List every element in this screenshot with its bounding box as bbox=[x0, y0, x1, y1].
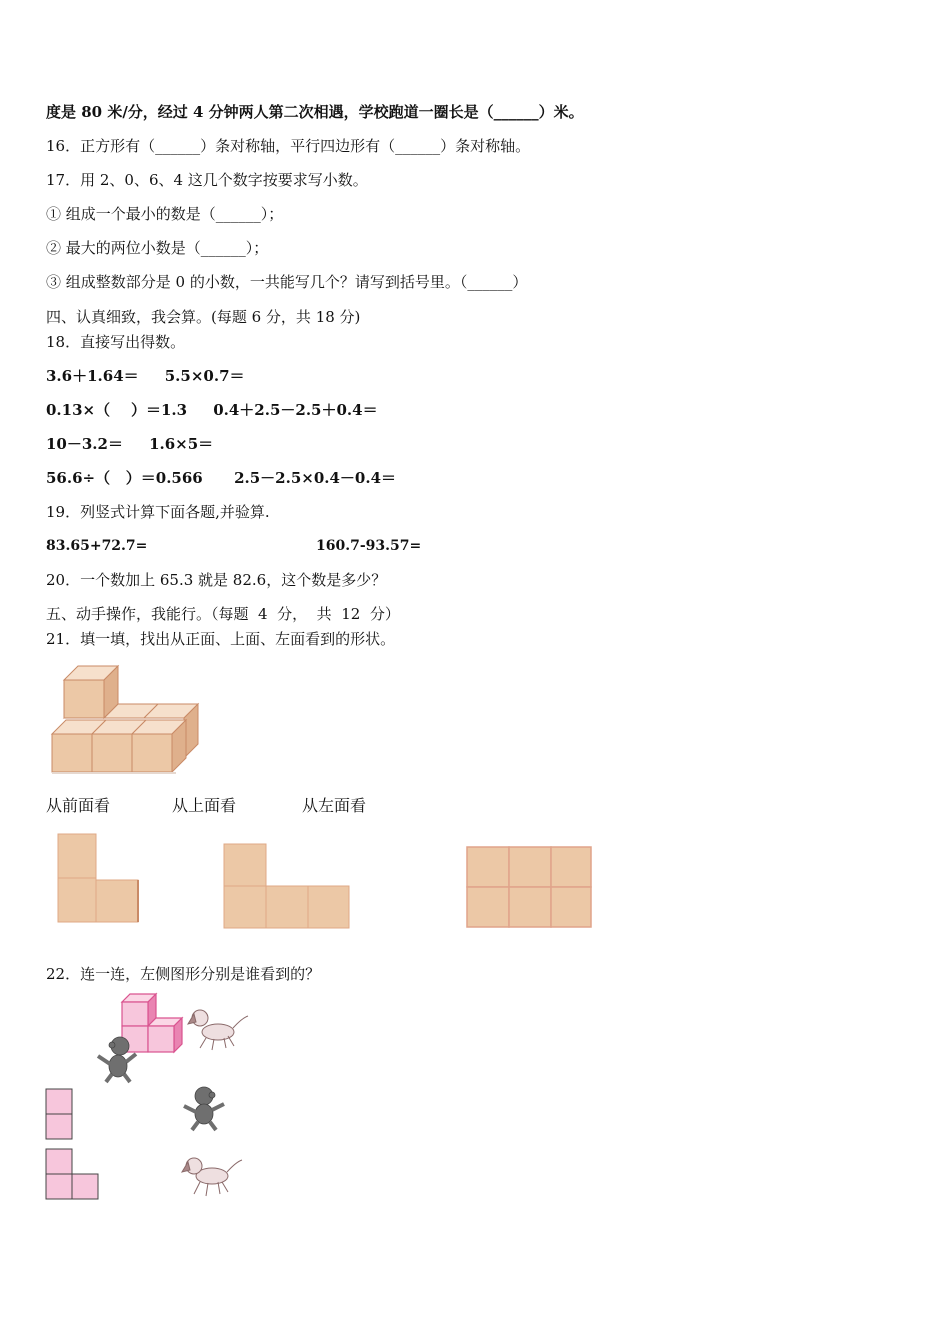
monkey-icon bbox=[178, 1084, 228, 1134]
label-front-view: 从前面看 bbox=[46, 796, 111, 815]
section-4-heading: 四、认真细致，我会算。(每题 6 分，共 18 分) bbox=[46, 308, 361, 326]
pink-cube-stack-figure bbox=[90, 994, 252, 1086]
question-17-part-3: ③ 组成整数部分是 0 的小数，一共能写几个？请写到括号里。（______） bbox=[46, 273, 528, 291]
section-5-heading: 五、动手操作，我能行。（每题 4 分， 共 12 分） bbox=[46, 605, 400, 623]
question-18-row-4: 56.6÷（ ）＝0.566 2.5－2.5×0.4－0.4＝ bbox=[46, 469, 397, 487]
question-18-row-3: 10－3.2＝ 1.6×5＝ bbox=[46, 435, 214, 453]
question-18: 18．直接写出得数。 bbox=[46, 333, 186, 351]
pink-view-shape-2 bbox=[45, 1148, 101, 1202]
view-shape-a bbox=[56, 832, 142, 926]
question-17-part-1: ① 组成一个最小的数是（______）； bbox=[46, 205, 284, 223]
question-22: 22．连一连，左侧图形分别是谁看到的？ bbox=[46, 965, 321, 983]
question-16: 16．正方形有（______）条对称轴，平行四边形有（______）条对称轴。 bbox=[46, 137, 531, 155]
question-17: 17．用 2、0、6、4 这几个数字按要求写小数。 bbox=[46, 171, 368, 189]
cube-stack-figure bbox=[48, 660, 208, 778]
question-19-b: 160.7-93.57= bbox=[316, 538, 422, 554]
question-20: 20．一个数加上 65.3 就是 82.6，这个数是多少？ bbox=[46, 571, 387, 589]
pink-view-shape-1 bbox=[45, 1088, 75, 1142]
question-19: 19．列竖式计算下面各题,并验算. bbox=[46, 503, 270, 521]
dog-icon bbox=[180, 1152, 244, 1198]
question-18-row-2: 0.13×（ ）＝1.3 0.4＋2.5－2.5＋0.4＝ bbox=[46, 401, 378, 419]
q15-tail: 度是 80 米/分，经过 4 分钟两人第二次相遇，学校跑道一圈长是（______）米。 bbox=[46, 103, 584, 121]
question-21: 21．填一填，找出从正面、上面、左面看到的形状。 bbox=[46, 630, 396, 648]
label-left-view: 从左面看 bbox=[302, 796, 367, 815]
question-19-a: 83.65+72.7= bbox=[46, 538, 148, 554]
label-top-view: 从上面看 bbox=[172, 796, 237, 815]
dog-icon bbox=[188, 1010, 248, 1050]
view-shape-b bbox=[222, 842, 352, 930]
question-18-row-1: 3.6＋1.64＝ 5.5×0.7＝ bbox=[46, 367, 245, 385]
question-17-part-2: ② 最大的两位小数是（______）； bbox=[46, 239, 269, 257]
view-shape-c bbox=[465, 845, 595, 929]
